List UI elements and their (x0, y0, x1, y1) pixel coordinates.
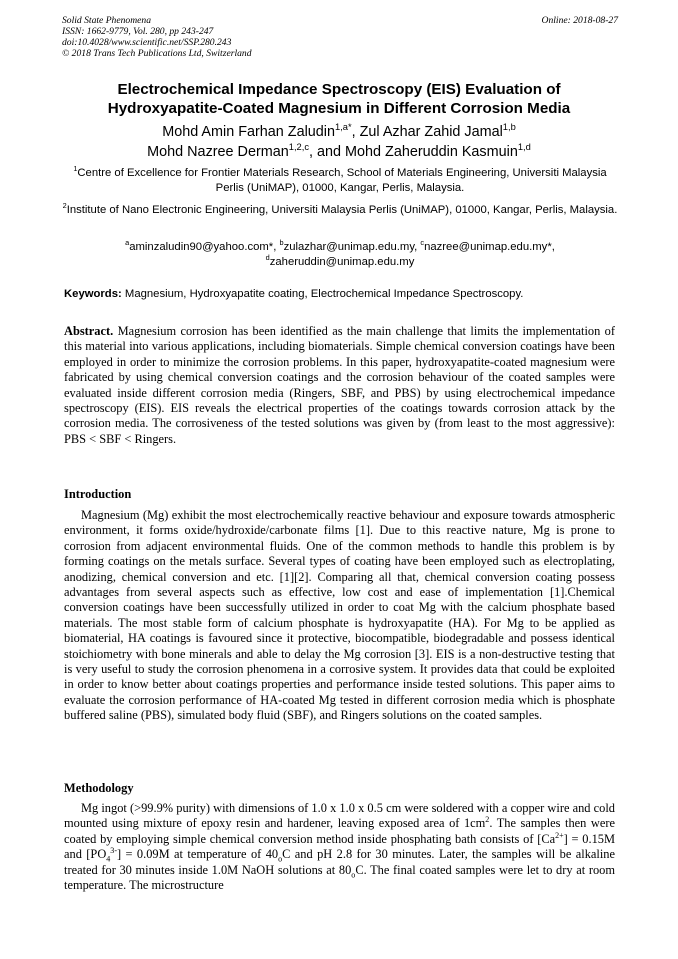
email-c[interactable]: nazree@unimap.edu.my*, (424, 241, 555, 253)
journal-name: Solid State Phenomena (62, 15, 151, 26)
paper-title (40, 80, 638, 118)
email-list: $^a$aminzaludin90@yahoo.com*, $^b$zulazhar@unimap.edu.my, $^c$nazree@unimap.edu.my*, $^d$zaheruddin@unimap.edu.my (125, 238, 555, 268)
author-2: Zul Azhar Zahid Jamal (359, 124, 503, 140)
author-4-affil: 1,d (517, 142, 531, 153)
email-b[interactable]: zulazhar@unimap.edu.my, (283, 241, 421, 253)
affiliation-1: $^1$Centre of Excellence for Frontier Materials Research, School of Materials Engineering, Universiti Malaysia Perlis (UniMAP), 01000, Kangar, Perlis, Malaysia. (73, 164, 607, 194)
introduction-heading: Introduction (64, 487, 132, 501)
author-3-affil: 1,2,c (288, 142, 310, 153)
abstract (64, 324, 615, 447)
author-4: Mohd Zaheruddin Kasmuin (345, 144, 518, 160)
keywords-text: Magnesium, Hydroxyapatite coating, Electrochemical Impedance Spectroscopy. (121, 288, 524, 300)
journal-issn: ISSN: 1662-9779, Vol. 280, pp 243-247 (62, 26, 214, 37)
methodology-text: Mg ingot (>99.9% purity) with dimensions of 1.0 x 1.0 x 0.5 cm were soldered with a copper wire and cold mounted using mixture of epoxy resin and hardener, leaving exposed area of $1cm^2$. The samples then were coated by employing simple chemical conversion method inside phosphating bath consists of $[Ca^{2+}] = 0.15M$ and $[PO_4^{3-}] = 0.09M$ at temperature of $40_oC$ and pH 2.8 for 30 minutes. Later, the samples will be alkaline treated for 30 minutes inside 1.0M NaOH solutions at $80_oC$. The final coated samples were let to dry at room temperature. The microstructure (64, 801, 615, 893)
author-list: Mohd Amin Farhan Zaludin$^{1,a*}$, Zul Azhar Zahid Jamal$^{1,b}$ Mohd Nazree Derman$^{1,2,c}$, and Mohd Zaheruddin Kasmuin$^{1,d}$ (147, 122, 531, 160)
email-a[interactable]: aminzaludin90@yahoo.com*, (129, 241, 280, 253)
author-1: Mohd Amin Farhan Zaludin (162, 124, 335, 140)
introduction-text: Magnesium (Mg) exhibit the most electrochemically reactive behaviour and exposure towards atmospheric environment, it forms oxide/hydroxide/carbonate films [1]. Due to this reactive nature, Mg is prone to corrosion from adjacent environmental fluids. One of the common methods to handle this problem is by forming coatings on the metals surface. Several types of coating have been employed such as electroplating, anodizing, chemical conversion and etc. [1][2]. Comparing all that, chemical conversion coating possess advantages from several aspects such as effective, low cost and ease of implementation [1].Chemical conversion coatings have been successfully utilized in order to coat Mg with the calcium phosphate based materials. The most stable form of calcium phosphate is hydroxyapatite (HA). For Mg to be applied as biomaterial, HA coatings is favoured since it protective, biocompatible, biodegradable and possess identical stoichiometry with bone minerals and able to delay the Mg corrosion [3]. EIS is a non-destructive testing that is very useful to study the corrosion phenomena in a corrosive system. It provides data that could be exploited in order to know better about coatings properties and performance inside tested solutions. This paper aims to evaluate the corrosion performance of HA-coated Mg tested in different corrosion media which is phosphate buffered saline (PBS), simulated body fluid (SBF), and Ringers solutions on the coated samples. (64, 508, 615, 723)
methodology-heading: Methodology (64, 781, 134, 795)
email-d[interactable]: zaheruddin@unimap.edu.my (269, 256, 415, 268)
keywords (64, 287, 620, 302)
online-date: Online: 2018-08-27 (541, 15, 618, 26)
journal-copyright: © 2018 Trans Tech Publications Ltd, Switzerland (62, 48, 252, 59)
author-1-affil: 1,a* (334, 122, 352, 133)
title-line-1: Electrochemical Impedance Spectroscopy (EIS) Evaluation of (117, 81, 561, 98)
title-line-2: Hydroxyapatite-Coated Magnesium in Different Corrosion Media (107, 100, 571, 117)
keywords-label: Keywords: (64, 288, 122, 300)
journal-doi[interactable]: doi:10.4028/www.scientific.net/SSP.280.243 (62, 37, 232, 48)
abstract-text: Magnesium corrosion has been identified as the main challenge that limits the implementation of this material into various applications, including biomaterials. Simple chemical conversion coatings have been employed in order to minimize the corrosion problems. In this paper, hydroxyapatite-coated magnesium were fabricated by using chemical conversion coatings and the corrosion behaviour of the coated samples were evaluated inside different corrosion media (Ringers, SBF, and PBS) by using electrochemical impedance spectroscopy (EIS). EIS reveals the electrical properties of the coatings towards corrosion attack by the corrosion media. The corrosiveness of the tested solutions was given by (from least to the most aggressive): PBS < SBF < Ringers. (64, 324, 615, 446)
affiliation-2: $^2$Institute of Nano Electronic Engineering, Universiti Malaysia Perlis (UniMAP), 01000, Kangar, Perlis, Malaysia. (62, 201, 618, 216)
author-3: Mohd Nazree Derman (147, 144, 289, 160)
abstract-label: Abstract. (64, 324, 114, 338)
author-2-affil: 1,b (502, 122, 516, 133)
journal-header (62, 15, 618, 59)
